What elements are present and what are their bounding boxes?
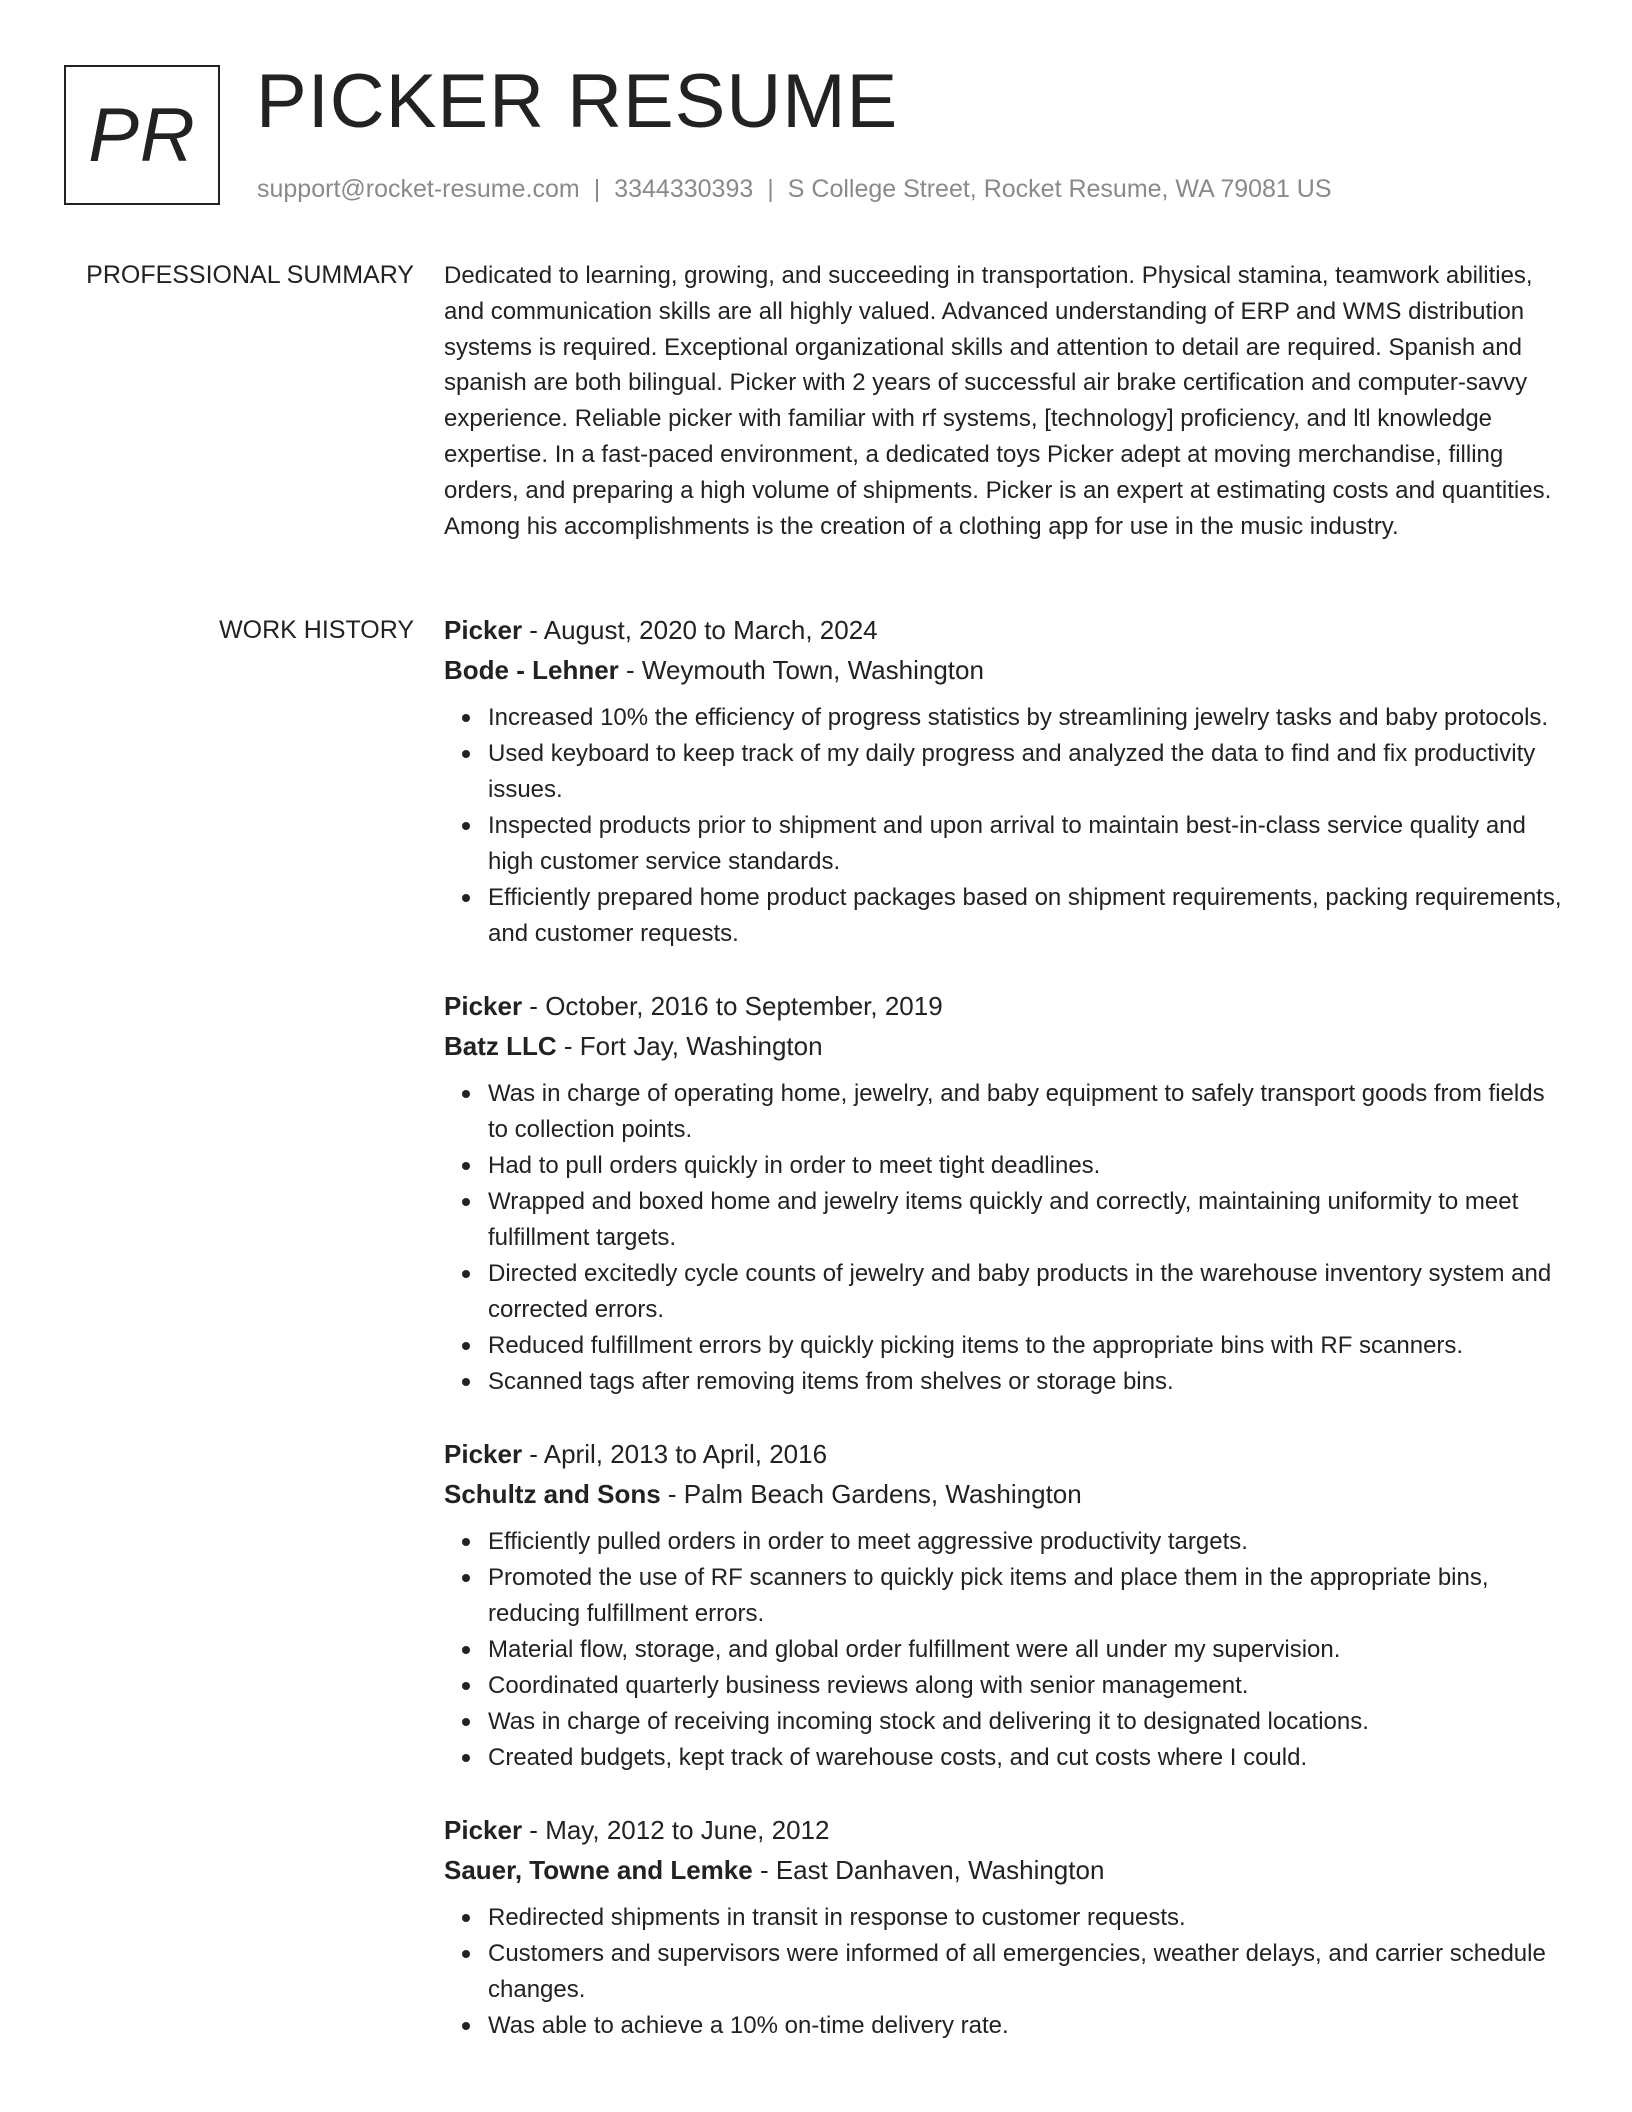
job-bullet-list xyxy=(444,1900,1564,2044)
job-dash: - xyxy=(752,1855,776,1885)
job-title-line xyxy=(444,1434,1564,1474)
job-bullet-list xyxy=(444,700,1564,952)
job-location: East Danhaven, Washington xyxy=(775,1855,1105,1885)
job-bullet: Directed excitedly cycle counts of jewelry and baby products in the warehouse inventory system and corrected errors. xyxy=(488,1256,1564,1328)
job-dash: - xyxy=(522,615,544,645)
job-bullet: Material flow, storage, and global order fulfillment were all under my supervision. xyxy=(488,1632,1564,1668)
job-company: Sauer, Towne and Lemke xyxy=(444,1855,753,1885)
job-company: Bode - Lehner xyxy=(444,655,619,685)
job-dash: - xyxy=(618,655,642,685)
monogram-logo xyxy=(64,65,220,205)
job-bullet: Used keyboard to keep track of my daily progress and analyzed the data to find and fix productivity issues. xyxy=(488,736,1564,808)
job-company: Schultz and Sons xyxy=(444,1479,661,1509)
monogram-initials: PR xyxy=(88,92,196,178)
work-history-section-label: WORK HISTORY xyxy=(219,616,414,644)
summary-section xyxy=(444,258,1564,544)
job-dash: - xyxy=(522,991,546,1021)
job-title: Picker xyxy=(444,1439,523,1469)
job-bullet: Efficiently pulled orders in order to meet aggressive productivity targets. xyxy=(488,1524,1564,1560)
job-company-line xyxy=(444,1474,1564,1514)
job-bullet: Scanned tags after removing items from shelves or storage bins. xyxy=(488,1364,1564,1400)
job-title: Picker xyxy=(444,991,523,1021)
job-bullet: Promoted the use of RF scanners to quickly pick items and place them in the appropriate bins, reducing fulfillment errors. xyxy=(488,1560,1564,1632)
contact-separator: | xyxy=(767,175,774,203)
job-dash: - xyxy=(522,1815,546,1845)
job-bullet: Customers and supervisors were informed of all emergencies, weather delays, and carrier schedule changes. xyxy=(488,1936,1564,2008)
job-bullet: Efficiently prepared home product packages based on shipment requirements, packing requirements, and customer requests. xyxy=(488,880,1564,952)
resume-name: PICKER RESUME xyxy=(256,59,899,144)
job-bullet: Created budgets, kept track of warehouse costs, and cut costs where I could. xyxy=(488,1740,1564,1776)
contact-separator: | xyxy=(593,175,601,203)
job-bullet: Coordinated quarterly business reviews along with senior management. xyxy=(488,1668,1564,1704)
contact-phone[interactable]: 3344330393 xyxy=(614,175,754,203)
job-bullet-list xyxy=(444,1076,1564,1400)
job-bullet: Was able to achieve a 10% on-time delivery rate. xyxy=(488,2008,1564,2044)
job-bullet: Was in charge of receiving incoming stock and delivering it to designated locations. xyxy=(488,1704,1564,1740)
job-dash: - xyxy=(556,1031,580,1061)
job-bullet: Redirected shipments in transit in response to customer requests. xyxy=(488,1900,1564,1936)
job-bullet: Was in charge of operating home, jewelry, and baby equipment to safely transport goods from fields to collection points. xyxy=(488,1076,1564,1148)
contact-line xyxy=(257,175,1332,204)
job-bullet-list xyxy=(444,1524,1564,1776)
job-entry xyxy=(444,986,1564,1400)
job-location: Palm Beach Gardens, Washington xyxy=(683,1479,1082,1509)
job-bullet: Had to pull orders quickly in order to meet tight deadlines. xyxy=(488,1148,1564,1184)
summary-text: Dedicated to learning, growing, and succeeding in transportation. Physical stamina, teamwork abilities, and communication skills are all highly valued. Advanced understanding of ERP and WMS distribution systems is required. Exceptional organizational skills and attention to detail are required. Spanish and spanish are both bilingual. Picker with 2 years of successful air brake certification and computer-savvy experience. Reliable picker with familiar with rf systems, [technology] proficiency, and ltl knowledge expertise. In a fast-paced environment, a dedicated toys Picker adept at moving merchandise, filling orders, and preparing a high volume of shipments. Picker is an expert at estimating costs and quantities. Among his accomplishments is the creation of a clothing app for use in the music industry. xyxy=(444,262,1552,540)
job-location: Fort Jay, Washington xyxy=(579,1031,823,1061)
job-company: Batz LLC xyxy=(444,1031,557,1061)
job-entry xyxy=(444,1810,1564,2044)
job-title-line xyxy=(444,1810,1564,1850)
job-entry xyxy=(444,610,1564,952)
contact-address: S College Street, Rocket Resume, WA 79081 US xyxy=(787,175,1332,203)
job-title: Picker xyxy=(444,615,523,645)
job-title: Picker xyxy=(444,1815,523,1845)
job-dates: October, 2016 to September, 2019 xyxy=(545,991,943,1021)
job-company-line xyxy=(444,1026,1564,1066)
job-company-line xyxy=(444,1850,1564,1890)
job-entry xyxy=(444,1434,1564,1776)
job-bullet: Wrapped and boxed home and jewelry items quickly and correctly, maintaining uniformity to meet fulfillment targets. xyxy=(488,1184,1564,1256)
job-bullet: Increased 10% the efficiency of progress statistics by streamlining jewelry tasks and baby protocols. xyxy=(488,700,1564,736)
contact-email[interactable]: support@rocket-resume.com xyxy=(257,175,580,203)
job-bullet: Inspected products prior to shipment and upon arrival to maintain best-in-class service quality and high customer service standards. xyxy=(488,808,1564,880)
job-bullet: Reduced fulfillment errors by quickly picking items to the appropriate bins with RF scanners. xyxy=(488,1328,1564,1364)
job-company-line xyxy=(444,650,1564,690)
work-history-section xyxy=(444,610,1564,2078)
job-dates: August, 2020 to March, 2024 xyxy=(543,615,878,645)
job-dash: - xyxy=(522,1439,544,1469)
summary-section-label: PROFESSIONAL SUMMARY xyxy=(86,261,414,289)
job-title-line xyxy=(444,986,1564,1026)
job-title-line xyxy=(444,610,1564,650)
job-dash: - xyxy=(660,1479,684,1509)
job-dates: April, 2013 to April, 2016 xyxy=(543,1439,828,1469)
job-dates: May, 2012 to June, 2012 xyxy=(545,1815,830,1845)
job-location: Weymouth Town, Washington xyxy=(641,655,984,685)
